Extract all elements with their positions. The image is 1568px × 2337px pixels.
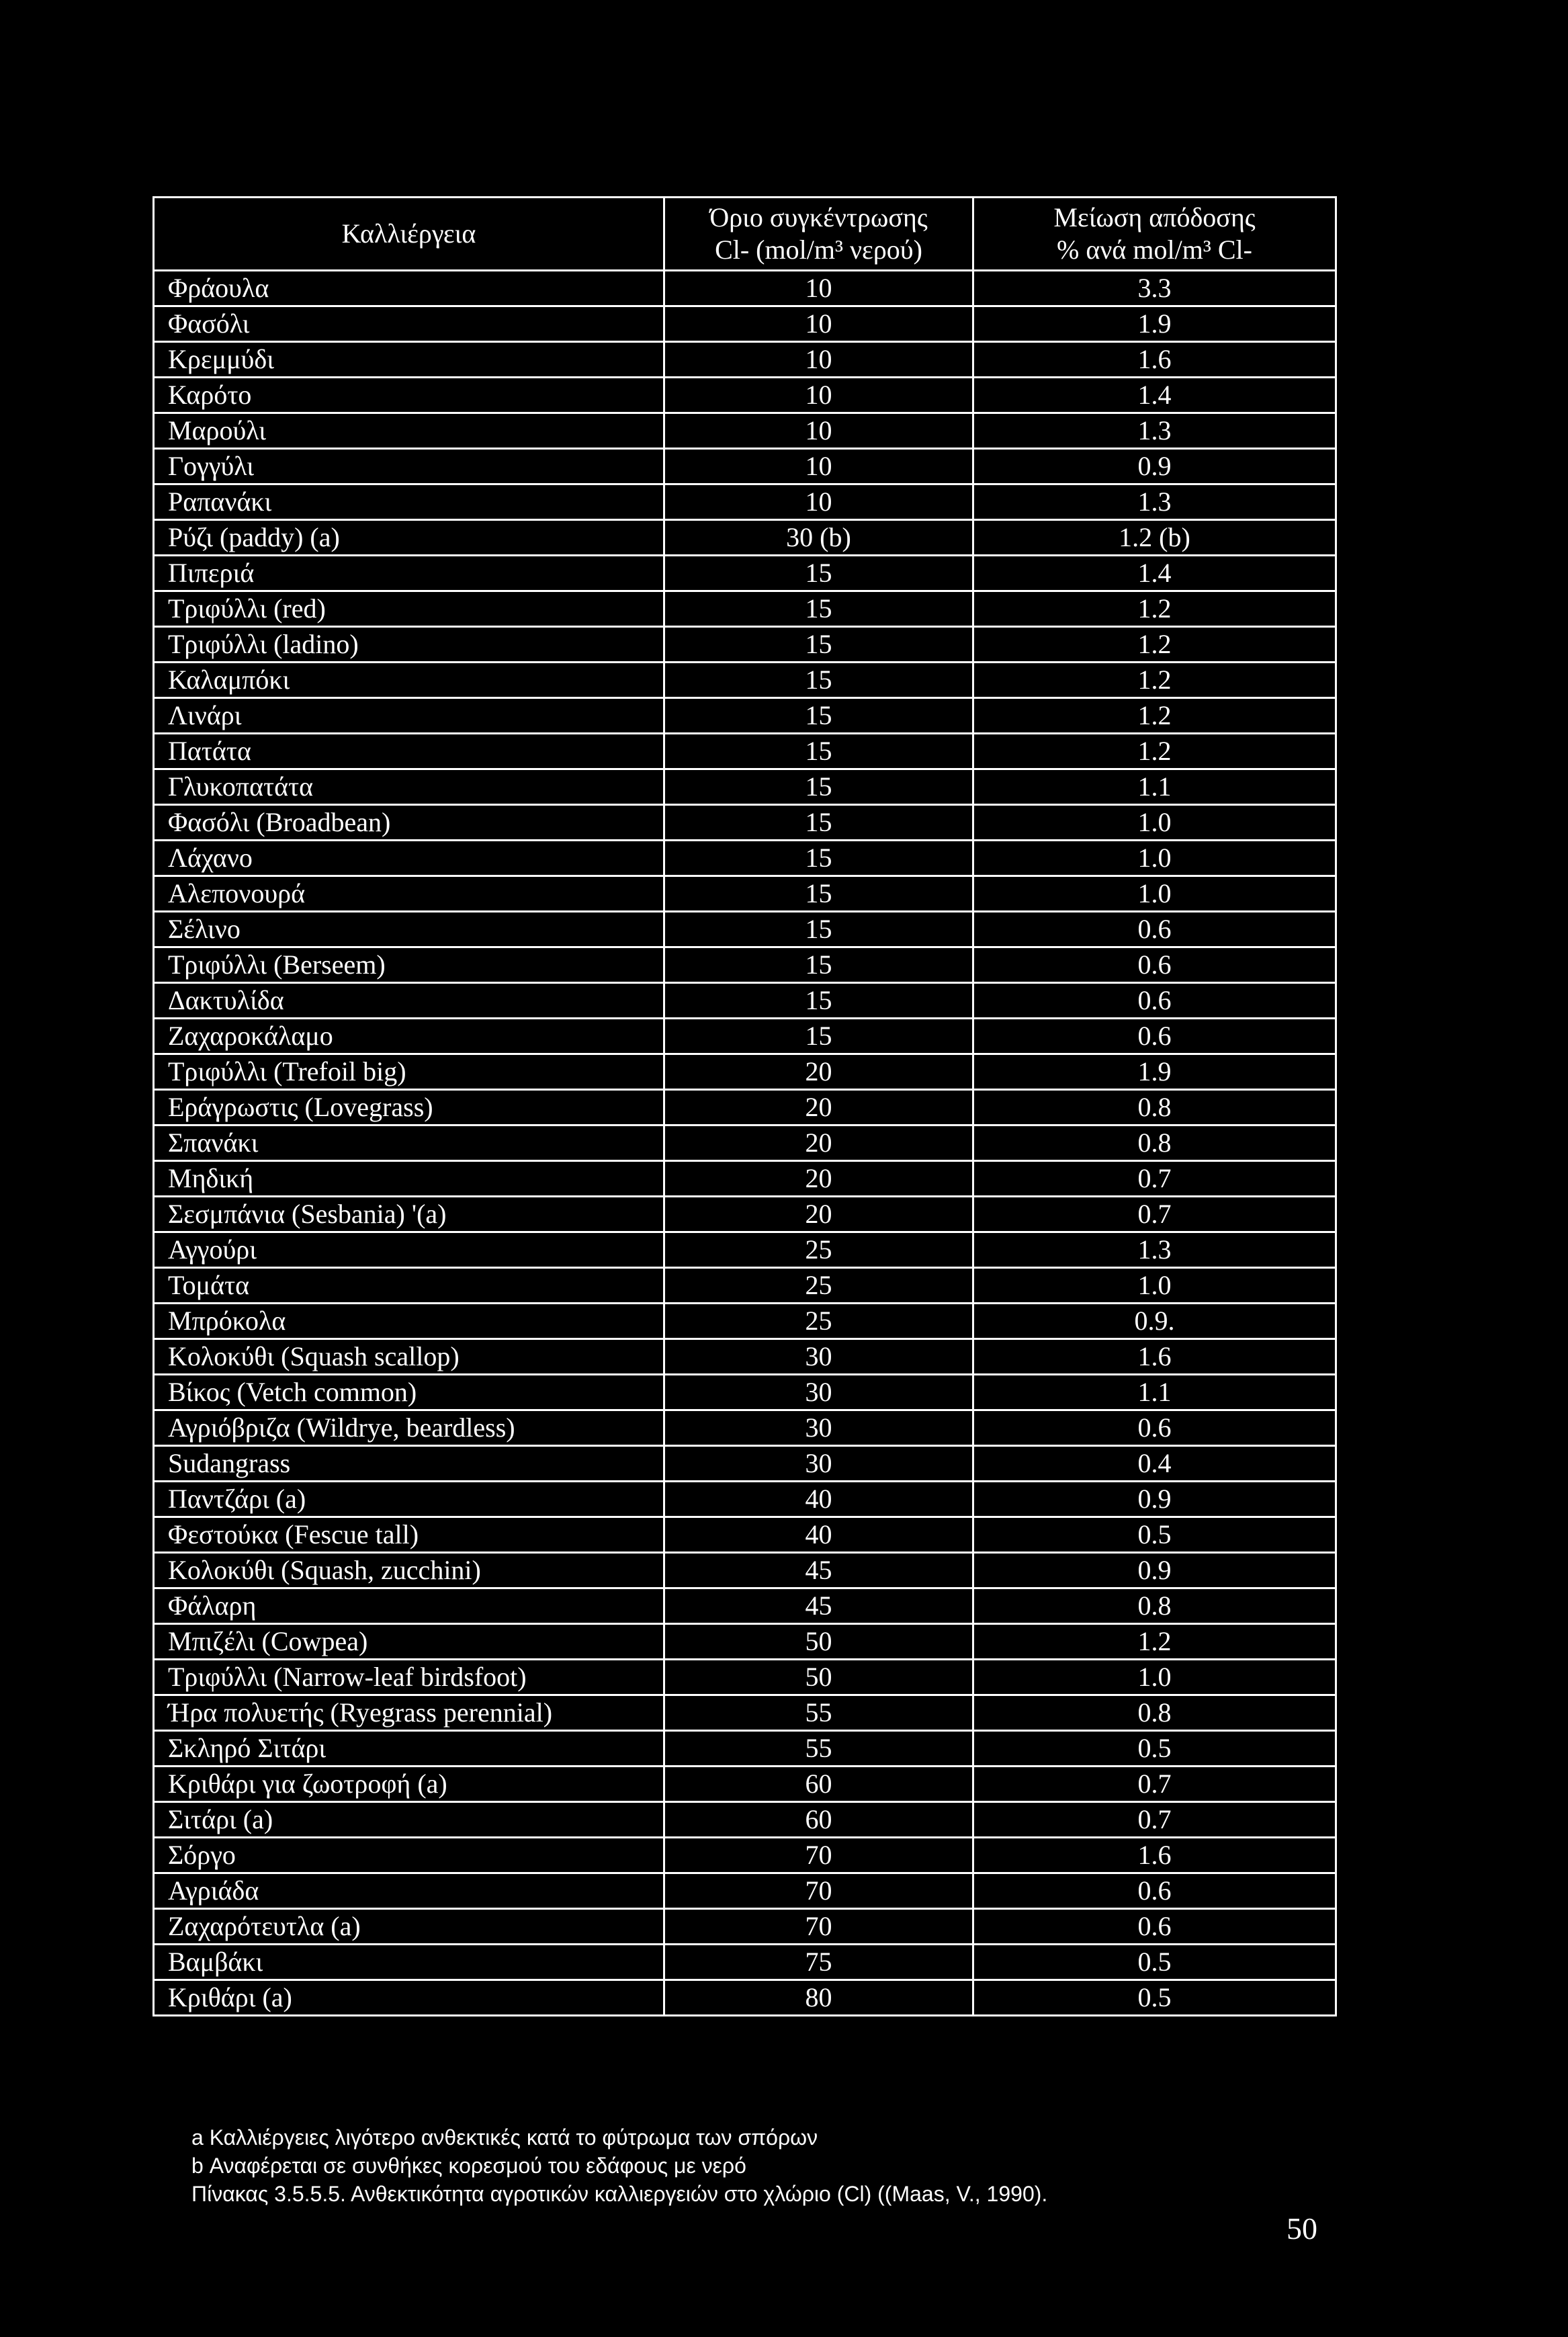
crop-cell: Ζαχαρότευτλα (a) [154, 1909, 664, 1945]
table-row [154, 769, 1336, 805]
crop-cell: Ρύζι (paddy) (a) [154, 520, 664, 556]
reduction-cell: 0.6 [973, 1410, 1336, 1446]
limit-cell: 30 [664, 1410, 973, 1446]
crop-cell: Αγριόβριζα (Wildrye, beardless) [154, 1410, 664, 1446]
table-row [154, 1838, 1336, 1873]
limit-cell: 30 (b) [664, 520, 973, 556]
table-row [154, 1232, 1336, 1268]
limit-cell: 80 [664, 1980, 973, 2016]
reduction-cell: 1.9 [973, 1054, 1336, 1090]
table-row [154, 1731, 1336, 1767]
limit-cell: 25 [664, 1232, 973, 1268]
table-row [154, 1161, 1336, 1197]
reduction-cell: 1.0 [973, 876, 1336, 912]
limit-cell: 70 [664, 1909, 973, 1945]
crop-cell: Λινάρι [154, 698, 664, 734]
crop-cell: Αλεπονουρά [154, 876, 664, 912]
limit-cell: 70 [664, 1873, 973, 1909]
reduction-cell: 1.2 [973, 698, 1336, 734]
crop-cell: Sudangrass [154, 1446, 664, 1482]
header-crop [154, 198, 664, 271]
table-row [154, 1482, 1336, 1517]
limit-cell: 15 [664, 556, 973, 591]
crop-cell: Φάλαρη [154, 1588, 664, 1624]
table-row [154, 663, 1336, 698]
table-row [154, 876, 1336, 912]
table-row [154, 734, 1336, 769]
crop-cell: Μαρούλι [154, 413, 664, 449]
limit-cell: 60 [664, 1802, 973, 1838]
limit-cell: 15 [664, 983, 973, 1019]
reduction-cell: 1.2 (b) [973, 520, 1336, 556]
reduction-cell: 1.1 [973, 769, 1336, 805]
crop-cell: Σκληρό Σιτάρι [154, 1731, 664, 1767]
crop-cell: Φασόλι (Broadbean) [154, 805, 664, 841]
limit-cell: 50 [664, 1624, 973, 1660]
reduction-cell: 0.6 [973, 1873, 1336, 1909]
crop-cell: Ραπανάκι [154, 484, 664, 520]
reduction-cell: 0.6 [973, 912, 1336, 947]
reduction-cell: 0.6 [973, 947, 1336, 983]
crop-cell: Τριφύλλι (Trefoil big) [154, 1054, 664, 1090]
reduction-cell: 1.0 [973, 1660, 1336, 1695]
header-reduction-line2: % ανά mol/m³ Cl- [1057, 235, 1252, 265]
limit-cell: 30 [664, 1446, 973, 1482]
reduction-cell: 1.0 [973, 1268, 1336, 1304]
header-limit [664, 198, 973, 271]
table-row [154, 1268, 1336, 1304]
limit-cell: 60 [664, 1767, 973, 1802]
limit-cell: 40 [664, 1482, 973, 1517]
reduction-cell: 0.8 [973, 1695, 1336, 1731]
crop-cell: Τριφύλλι (red) [154, 591, 664, 627]
reduction-cell: 0.6 [973, 1909, 1336, 1945]
table-row [154, 1339, 1336, 1375]
limit-cell: 25 [664, 1268, 973, 1304]
reduction-cell: 3.3 [973, 271, 1336, 306]
limit-cell: 20 [664, 1054, 973, 1090]
crop-cell: Τριφύλλι (Berseem) [154, 947, 664, 983]
reduction-cell: 0.9 [973, 1482, 1336, 1517]
crop-cell: Σόργο [154, 1838, 664, 1873]
table-row [154, 1410, 1336, 1446]
crop-cell: Βαμβάκι [154, 1945, 664, 1980]
limit-cell: 15 [664, 698, 973, 734]
limit-cell: 10 [664, 271, 973, 306]
table-row [154, 627, 1336, 663]
crop-cell: Φεστούκα (Fescue tall) [154, 1517, 664, 1553]
reduction-cell: 1.0 [973, 841, 1336, 876]
crop-cell: Τομάτα [154, 1268, 664, 1304]
reduction-cell: 0.7 [973, 1161, 1336, 1197]
page-number: 50 [1287, 2211, 1317, 2246]
reduction-cell: 0.6 [973, 1019, 1336, 1054]
crop-cell: Κολοκύθι (Squash, zucchini) [154, 1553, 664, 1588]
table-row [154, 1980, 1336, 2016]
limit-cell: 30 [664, 1339, 973, 1375]
table-row [154, 1873, 1336, 1909]
table-row [154, 1695, 1336, 1731]
table-row [154, 1945, 1336, 1980]
crop-cell: Ήρα πολυετής (Ryegrass perennial) [154, 1695, 664, 1731]
limit-cell: 15 [664, 591, 973, 627]
crop-cell: Μηδική [154, 1161, 664, 1197]
limit-cell: 20 [664, 1161, 973, 1197]
limit-cell: 15 [664, 912, 973, 947]
crop-cell: Παντζάρι (a) [154, 1482, 664, 1517]
table-row [154, 1588, 1336, 1624]
limit-cell: 70 [664, 1838, 973, 1873]
crop-cell: Φασόλι [154, 306, 664, 342]
reduction-cell: 0.5 [973, 1945, 1336, 1980]
footnote-b: b Αναφέρεται σε συνθήκες κορεσμού του εδάφους με νερό [191, 2154, 746, 2178]
limit-cell: 15 [664, 805, 973, 841]
reduction-cell: 1.6 [973, 342, 1336, 378]
crop-cell: Σπανάκι [154, 1125, 664, 1161]
limit-cell: 15 [664, 769, 973, 805]
limit-cell: 15 [664, 841, 973, 876]
limit-cell: 15 [664, 1019, 973, 1054]
limit-cell: 15 [664, 947, 973, 983]
header-limit-line2: Cl- (mol/m³ νερού) [715, 235, 922, 265]
table-body [154, 271, 1336, 2016]
crop-cell: Σιτάρι (a) [154, 1802, 664, 1838]
table-row [154, 1446, 1336, 1482]
reduction-cell: 0.5 [973, 1517, 1336, 1553]
crop-cell: Τριφύλλι (Narrow-leaf birdsfoot) [154, 1660, 664, 1695]
reduction-cell: 0.7 [973, 1767, 1336, 1802]
table-row [154, 1553, 1336, 1588]
reduction-cell: 0.5 [973, 1980, 1336, 2016]
reduction-cell: 1.3 [973, 413, 1336, 449]
crop-cell: Γογγύλι [154, 449, 664, 484]
crop-cell: Τριφύλλι (ladino) [154, 627, 664, 663]
reduction-cell: 1.2 [973, 663, 1336, 698]
limit-cell: 20 [664, 1125, 973, 1161]
table-row [154, 556, 1336, 591]
table-row [154, 912, 1336, 947]
crop-cell: Κρεμμύδι [154, 342, 664, 378]
reduction-cell: 1.4 [973, 556, 1336, 591]
limit-cell: 45 [664, 1588, 973, 1624]
limit-cell: 15 [664, 627, 973, 663]
crop-cell: Αγγούρι [154, 1232, 664, 1268]
table-row [154, 805, 1336, 841]
table-row [154, 1375, 1336, 1410]
reduction-cell: 0.8 [973, 1588, 1336, 1624]
limit-cell: 45 [664, 1553, 973, 1588]
crop-cell: Εράγρωστις (Lovegrass) [154, 1090, 664, 1125]
reduction-cell: 0.8 [973, 1125, 1336, 1161]
header-limit-line1: Όριο συγκέντρωσης [709, 202, 928, 232]
crop-cell: Καρότο [154, 378, 664, 413]
crop-cell: Λάχανο [154, 841, 664, 876]
reduction-cell: 0.6 [973, 983, 1336, 1019]
table-row [154, 1054, 1336, 1090]
reduction-cell: 1.6 [973, 1339, 1336, 1375]
crop-cell: Βίκος (Vetch common) [154, 1375, 664, 1410]
table-row [154, 271, 1336, 306]
table-row [154, 1125, 1336, 1161]
reduction-cell: 0.5 [973, 1731, 1336, 1767]
reduction-cell: 1.2 [973, 627, 1336, 663]
crop-cell: Πιπεριά [154, 556, 664, 591]
table-row [154, 1090, 1336, 1125]
limit-cell: 40 [664, 1517, 973, 1553]
crop-cell: Κριθάρι (a) [154, 1980, 664, 2016]
reduction-cell: 1.3 [973, 1232, 1336, 1268]
limit-cell: 55 [664, 1731, 973, 1767]
reduction-cell: 1.9 [973, 306, 1336, 342]
crop-cell: Πατάτα [154, 734, 664, 769]
table-row [154, 1660, 1336, 1695]
crop-cell: Μπρόκολα [154, 1304, 664, 1339]
table-row [154, 983, 1336, 1019]
crop-cell: Σέλινο [154, 912, 664, 947]
limit-cell: 50 [664, 1660, 973, 1695]
crop-cell: Μπιζέλι (Cowpea) [154, 1624, 664, 1660]
header-crop-label: Καλλιέργεια [341, 218, 476, 249]
footnote-a: a Καλλιέργειες λιγότερο ανθεκτικές κατά το φύτρωμα των σπόρων [191, 2125, 818, 2150]
crop-cell: Κολοκύθι (Squash scallop) [154, 1339, 664, 1375]
table-header [154, 198, 1336, 271]
crop-cell: Σεσμπάνια (Sesbania) '(a) [154, 1197, 664, 1232]
limit-cell: 20 [664, 1197, 973, 1232]
reduction-cell: 0.9. [973, 1304, 1336, 1339]
crop-cell: Καλαμπόκι [154, 663, 664, 698]
reduction-cell: 1.0 [973, 805, 1336, 841]
reduction-cell: 0.7 [973, 1802, 1336, 1838]
limit-cell: 15 [664, 663, 973, 698]
table-row [154, 484, 1336, 520]
table-row [154, 1019, 1336, 1054]
limit-cell: 10 [664, 413, 973, 449]
table-row [154, 1517, 1336, 1553]
limit-cell: 15 [664, 876, 973, 912]
header-reduction [973, 198, 1336, 271]
table-row [154, 698, 1336, 734]
reduction-cell: 0.9 [973, 1553, 1336, 1588]
limit-cell: 20 [664, 1090, 973, 1125]
reduction-cell: 1.1 [973, 1375, 1336, 1410]
header-row [154, 198, 1336, 271]
table-row [154, 1802, 1336, 1838]
table-row [154, 520, 1336, 556]
reduction-cell: 1.2 [973, 1624, 1336, 1660]
crop-chloride-tolerance-table [153, 196, 1337, 2016]
table-row [154, 841, 1336, 876]
table-caption: Πίνακας 3.5.5.5. Ανθεκτικότητα αγροτικών καλλιεργειών στο χλώριο (Cl) ((Maas, V., 1990). [191, 2182, 1048, 2206]
reduction-cell: 1.4 [973, 378, 1336, 413]
limit-cell: 75 [664, 1945, 973, 1980]
table-row [154, 449, 1336, 484]
footnotes [191, 2123, 1047, 2208]
table-row [154, 591, 1336, 627]
table-row [154, 1767, 1336, 1802]
table-row [154, 1304, 1336, 1339]
reduction-cell: 0.8 [973, 1090, 1336, 1125]
reduction-cell: 0.7 [973, 1197, 1336, 1232]
table-row [154, 1624, 1336, 1660]
limit-cell: 10 [664, 449, 973, 484]
limit-cell: 25 [664, 1304, 973, 1339]
table-row [154, 378, 1336, 413]
reduction-cell: 1.6 [973, 1838, 1336, 1873]
limit-cell: 15 [664, 734, 973, 769]
limit-cell: 30 [664, 1375, 973, 1410]
limit-cell: 10 [664, 306, 973, 342]
reduction-cell: 0.9 [973, 449, 1336, 484]
limit-cell: 55 [664, 1695, 973, 1731]
limit-cell: 10 [664, 378, 973, 413]
crop-cell: Δακτυλίδα [154, 983, 664, 1019]
reduction-cell: 0.4 [973, 1446, 1336, 1482]
limit-cell: 10 [664, 484, 973, 520]
reduction-cell: 1.3 [973, 484, 1336, 520]
header-reduction-line1: Μείωση απόδοσης [1053, 202, 1256, 232]
table-row [154, 947, 1336, 983]
table-row [154, 1197, 1336, 1232]
reduction-cell: 1.2 [973, 734, 1336, 769]
crop-cell: Γλυκοπατάτα [154, 769, 664, 805]
crop-cell: Ζαχαροκάλαμο [154, 1019, 664, 1054]
table-row [154, 306, 1336, 342]
limit-cell: 10 [664, 342, 973, 378]
reduction-cell: 1.2 [973, 591, 1336, 627]
crop-cell: Κριθάρι για ζωοτροφή (a) [154, 1767, 664, 1802]
crop-cell: Αγριάδα [154, 1873, 664, 1909]
table-row [154, 342, 1336, 378]
crop-cell: Φράουλα [154, 271, 664, 306]
table-row [154, 1909, 1336, 1945]
table-row [154, 413, 1336, 449]
